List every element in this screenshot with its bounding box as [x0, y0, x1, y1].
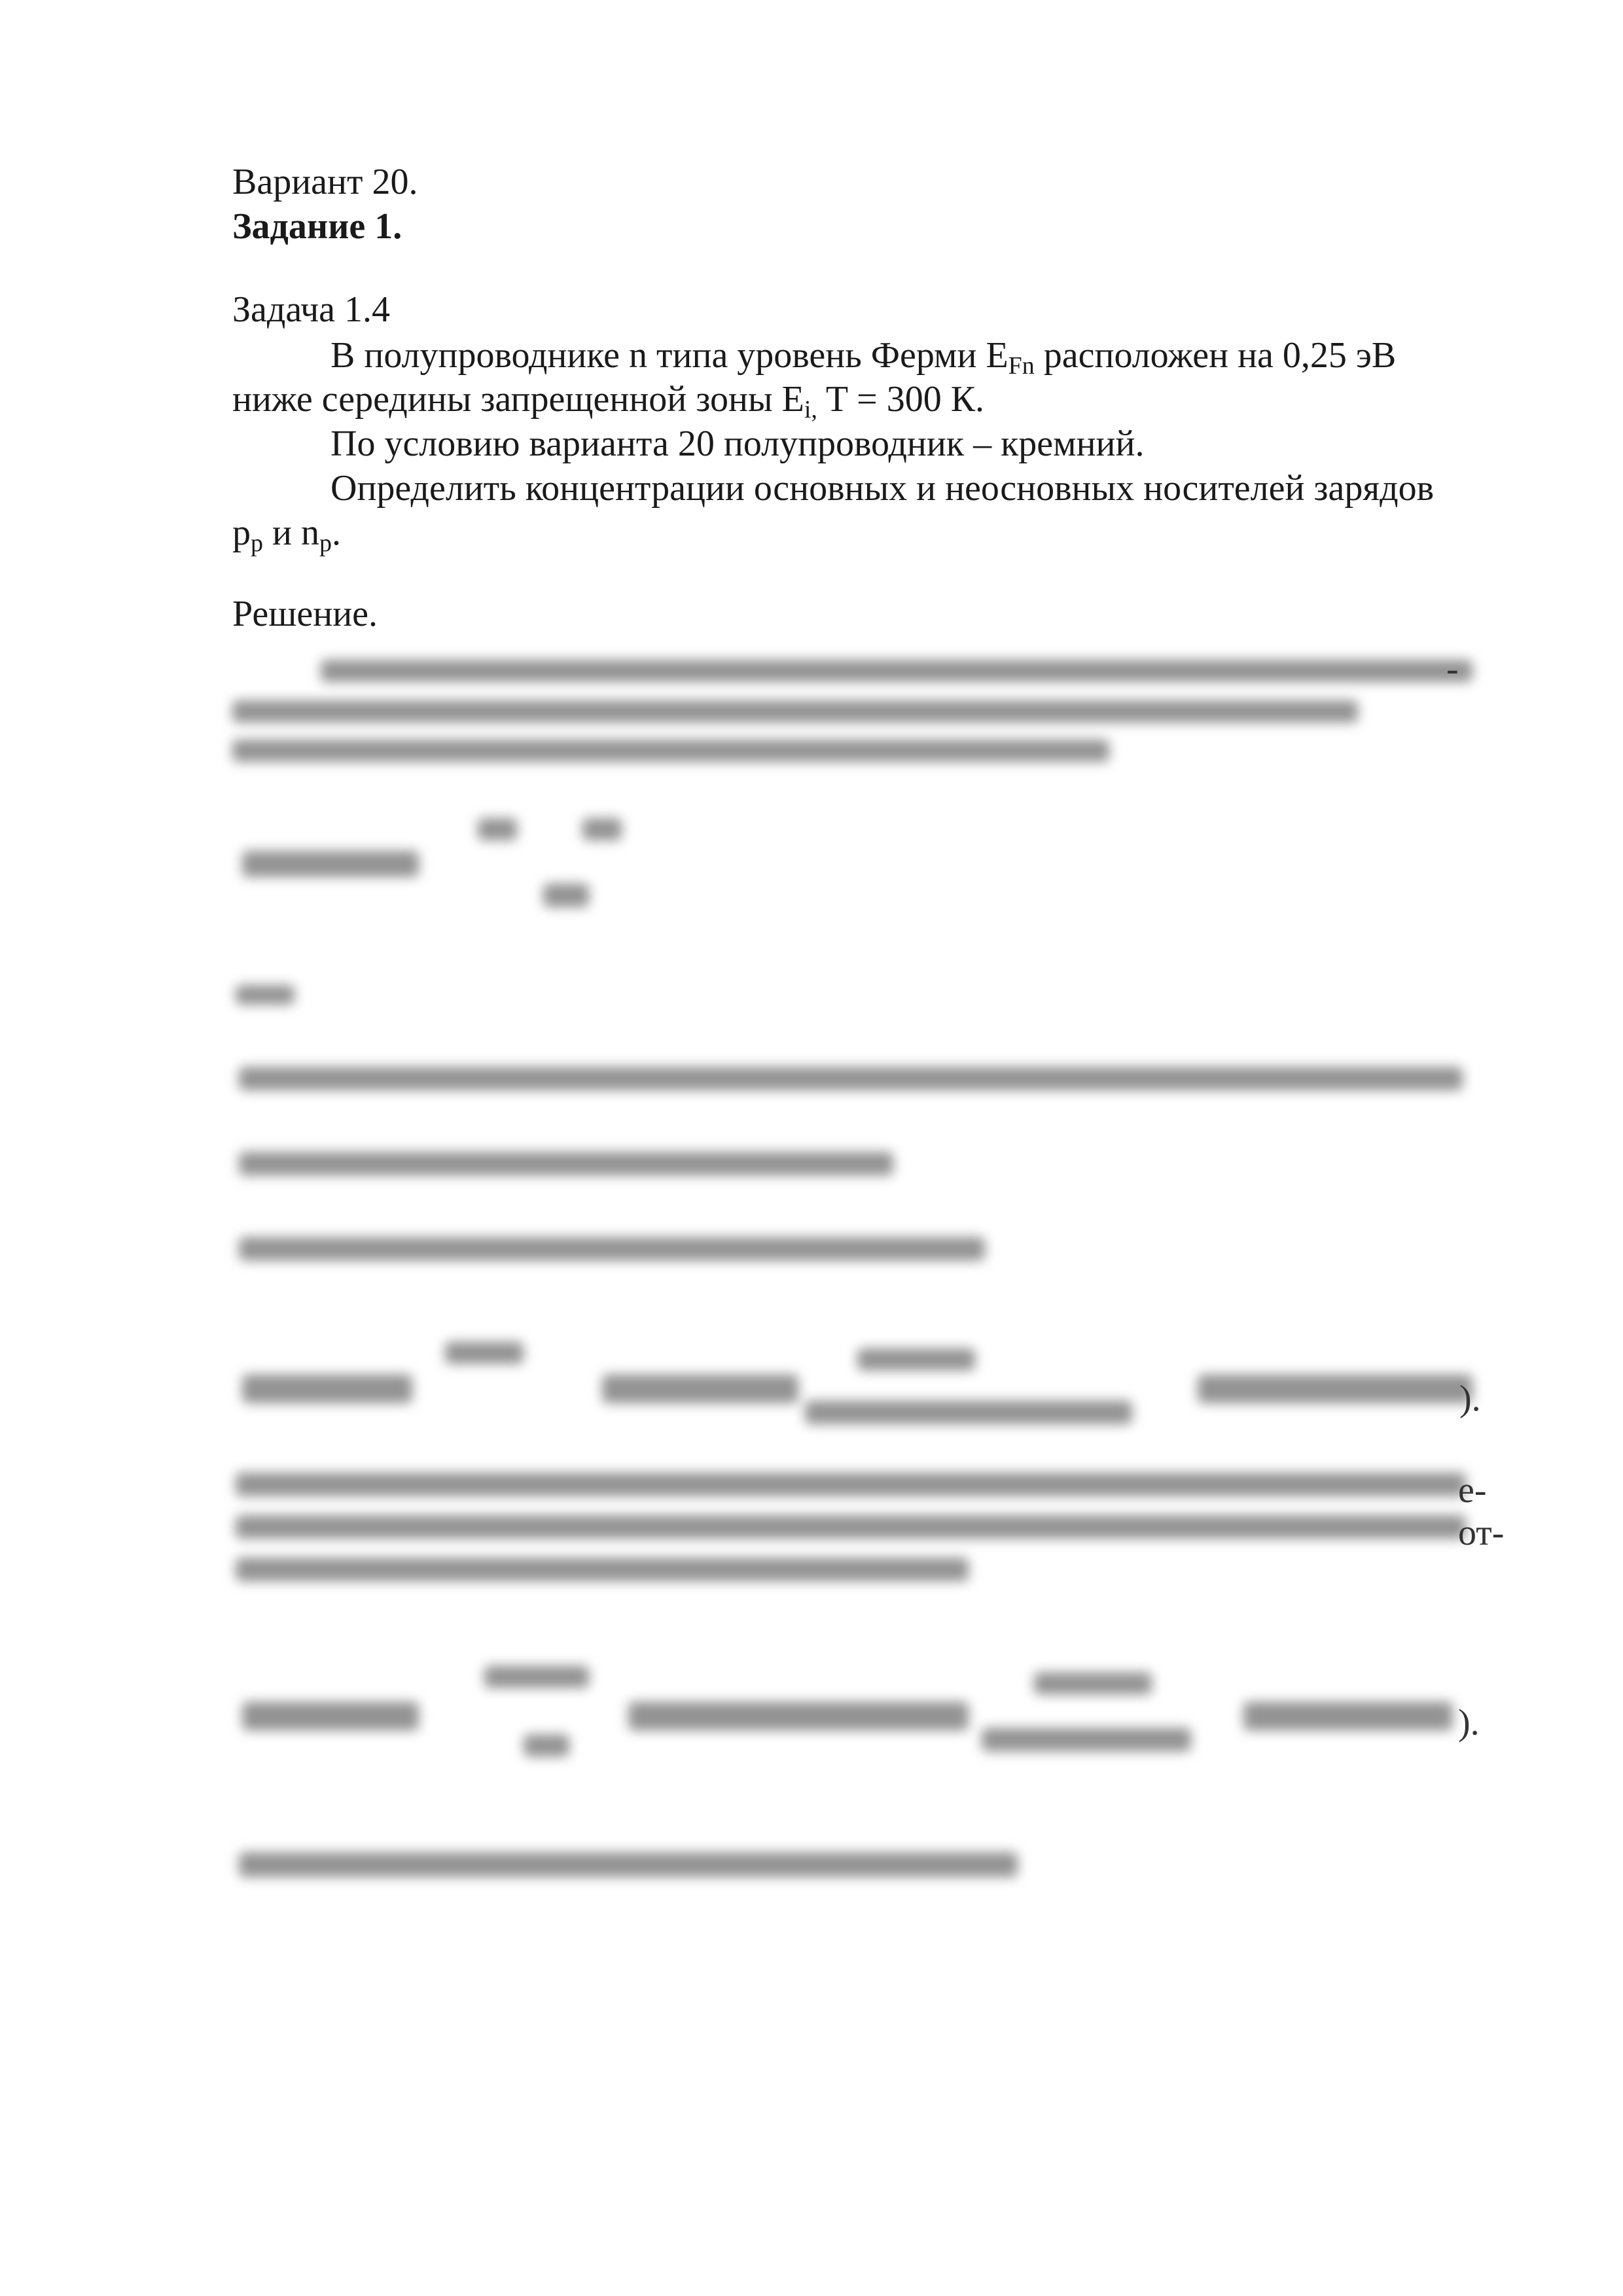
blurred-line — [239, 1852, 1018, 1877]
blurred-formula — [857, 1348, 975, 1371]
blurred-formula — [1034, 1672, 1152, 1695]
paragraph-line-5 — [232, 512, 341, 557]
edge-glyph: е- — [1458, 1470, 1487, 1511]
edge-glyph: от- — [1458, 1513, 1505, 1553]
subscript-fn: Fn — [1008, 352, 1035, 380]
blurred-formula — [242, 851, 419, 877]
blurred-formula — [602, 1374, 798, 1403]
blurred-line — [239, 1067, 1463, 1090]
blurred-formula — [478, 818, 517, 840]
assignment-heading: Задание 1. — [232, 206, 402, 247]
edge-glyph: ). — [1459, 1378, 1481, 1419]
subscript-p: p — [319, 529, 332, 557]
blurred-line — [236, 1558, 969, 1581]
paragraph-line-1 — [330, 335, 1397, 380]
text-span: p — [232, 512, 251, 553]
problem-title: Задача 1.4 — [232, 289, 391, 330]
blurred-formula — [1198, 1374, 1472, 1403]
paragraph-line-4: Определить концентрации основных и неосновных носителей зарядов — [330, 468, 1435, 509]
edge-glyph: ). — [1458, 1702, 1480, 1743]
blurred-formula — [582, 818, 622, 840]
blurred-line — [236, 1515, 1466, 1539]
blurred-line — [232, 700, 1358, 723]
subscript-p: p — [251, 529, 263, 557]
paragraph-line-3: По условию варианта 20 полупроводник – кремний. — [330, 423, 1145, 464]
blurred-solution — [223, 655, 1499, 1898]
blurred-formula — [543, 884, 589, 907]
blurred-formula — [484, 1666, 589, 1688]
blurred-line — [321, 660, 1472, 682]
blurred-line — [232, 740, 1109, 762]
text-span: T = 300 К. — [817, 379, 985, 420]
paragraph-line-2 — [232, 379, 985, 423]
blurred-formula — [242, 1702, 419, 1731]
text-span: ниже середины запрещенной зоны E — [232, 379, 804, 420]
blurred-formula — [445, 1342, 524, 1364]
blurred-formula — [982, 1728, 1191, 1751]
blurred-line — [239, 1152, 893, 1175]
text-span: . — [331, 512, 341, 553]
variant-heading: Вариант 20. — [232, 162, 418, 202]
blurred-formula — [524, 1734, 569, 1757]
blurred-line — [239, 1237, 985, 1261]
text-span: расположен на 0,25 эВ — [1034, 335, 1397, 376]
solution-label: Решение. — [232, 594, 378, 634]
text-span: и n — [263, 512, 319, 553]
blurred-line — [236, 1473, 1466, 1496]
blurred-formula — [805, 1401, 1132, 1424]
blurred-formula — [1243, 1702, 1453, 1731]
blurred-formula — [628, 1702, 969, 1731]
blurred-formula — [242, 1374, 412, 1403]
subscript-i: i, — [804, 396, 817, 423]
edge-glyph: - — [1446, 649, 1459, 689]
text-span: В полупроводнике n типа уровень Ферми E — [330, 335, 1008, 376]
blurred-line — [236, 985, 294, 1005]
